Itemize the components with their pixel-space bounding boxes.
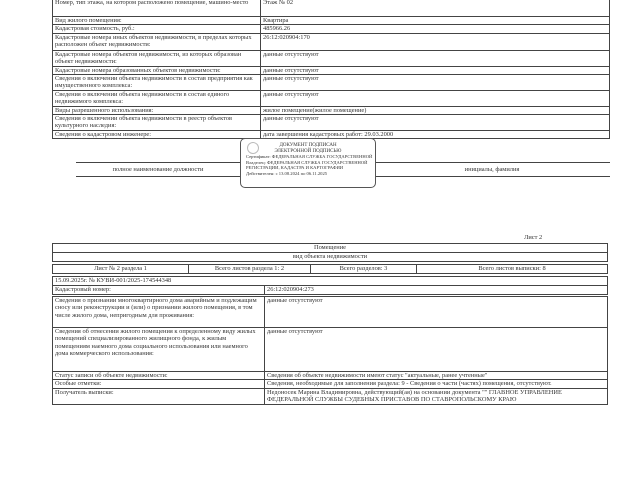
stamp-owner: Владелец: ФЕДЕРАЛЬНАЯ СЛУЖБА ГОСУДАРСТВЕННОЙ: [246, 159, 368, 165]
row-value: данные отсутствуют: [265, 297, 608, 328]
cadastral-value: 26:12:020904:273: [265, 286, 608, 295]
row-label: Сведения о признании многоквартирного дома аварийным и подлежащим сносу или реконструкции и (или) о признании жилого помещения, в том числе жилого дома, непригодным для проживания:: [53, 297, 265, 328]
row-value: Сведения, необходимые для заполнения раздела: 9 - Сведения о части (частях) помещения, отсутствуют.: [265, 380, 608, 388]
emblem-icon: [247, 142, 259, 154]
object-type-table: [52, 243, 608, 262]
property-table-page2: [52, 276, 608, 295]
position-caption: полное наименование должности: [112, 166, 204, 173]
row-value: 485966.26: [261, 25, 610, 33]
sheet-label: Лист 2: [524, 234, 543, 241]
row-label: Сведения о включении объекта недвижимости в реестр объектов культурного наследия:: [53, 115, 261, 131]
total-sheets: Всего листов выписки: 8: [417, 265, 608, 274]
electronic-signature-stamp: [240, 138, 376, 188]
property-table-page1: [52, 0, 610, 139]
extract-id: 15.09.2025г. № КУВИ-001/2025-174544348: [53, 277, 608, 286]
cadastral-label: Кадастровый номер:: [53, 286, 265, 295]
row-value: Недоносек Марина Владимировна, действующий(ая) на основании документа "" ГЛАВНОЕ УПРАВЛЕНИЕ ФЕДЕРАЛЬНОЙ СЛУЖБЫ СУДЕБНЫХ ПРИСТАВОВ ПО СТАВРОПОЛЬСКОМУ КРАЮ: [265, 388, 608, 404]
row-label: Сведения об отнесении жилого помещения к определенному виду жилых помещений специализированного жилищного фонда, к жилым помещениям наемного дома социального использования или наемного дома коммерческого использования:: [53, 328, 265, 372]
row-value: дата завершения кадастровых работ: 29.03.2000: [261, 130, 610, 138]
row-value: жилое помещение(жилое помещение): [261, 106, 610, 114]
row-label: Сведения о включении объекта недвижимости в состав предприятия как имущественного комплекса:: [53, 75, 261, 91]
row-value: данные отсутствуют: [261, 75, 610, 91]
row-label: Кадастровые номера объектов недвижимости, из которых образован объект недвижимости:: [53, 50, 261, 66]
row-label: Кадастровые номера образованных объектов недвижимости:: [53, 66, 261, 74]
row-value: Сведения об объекте недвижимости имеют статус "актуальные, ранее учтенные": [265, 372, 608, 380]
row-value: данные отсутствуют: [265, 328, 608, 372]
row-value: данные отсутствуют: [261, 90, 610, 106]
row-label: Кадастровые номера иных объектов недвижимости, в пределах которых расположен объект недвижимости:: [53, 33, 261, 50]
row-value: Квартира: [261, 17, 610, 25]
row-value: данные отсутствуют: [261, 115, 610, 131]
row-value: данные отсутствуют: [261, 66, 610, 74]
stamp-subtitle: ЭЛЕКТРОННОЙ ПОДПИСЬЮ: [274, 148, 342, 154]
object-type-caption: вид объекта недвижимости: [53, 253, 608, 262]
sheet-number: Лист № 2 раздела 1: [53, 265, 189, 274]
property-details-table: [52, 296, 608, 405]
sheet-info-table: [52, 264, 608, 274]
row-value: Этаж № 02: [261, 0, 610, 17]
row-value: 26:12:020904:170: [261, 33, 610, 50]
section-sheets: Всего листов раздела 1: 2: [189, 265, 311, 274]
row-label: Сведения о включении объекта недвижимости в состав единого недвижимого комплекса:: [53, 90, 261, 106]
stamp-title: ДОКУМЕНТ ПОДПИСАН: [279, 143, 337, 148]
row-label: Особые отметки:: [53, 380, 265, 388]
row-label: Вид жилого помещения:: [53, 17, 261, 25]
row-label: Статус записи об объекте недвижимости:: [53, 372, 265, 380]
row-label: Сведения о кадастровом инженере:: [53, 130, 261, 138]
row-value: данные отсутствуют: [261, 50, 610, 66]
total-sections: Всего разделов: 3: [311, 265, 417, 274]
object-type: Помещение: [53, 244, 608, 253]
row-label: Кадастровая стоимость, руб.:: [53, 25, 261, 33]
stamp-certificate: Сертификат: ФЕДЕРАЛЬНАЯ СЛУЖБА ГОСУДАРСТВЕННОЙ: [246, 154, 373, 160]
row-label: Номер, тип этажа, на котором расположено помещение, машино-место: [53, 0, 261, 17]
stamp-owner-2: РЕГИСТРАЦИИ, КАДАСТРА И КАРТОГРАФИИ: [246, 165, 344, 171]
row-label: Получатель выписки:: [53, 388, 265, 404]
row-label: Виды разрешенного использования:: [53, 106, 261, 114]
stamp-validity: Действителен: с 13.08.2024 по 06.11.2025: [246, 170, 328, 176]
name-caption: инициалы, фамилия: [464, 166, 520, 173]
